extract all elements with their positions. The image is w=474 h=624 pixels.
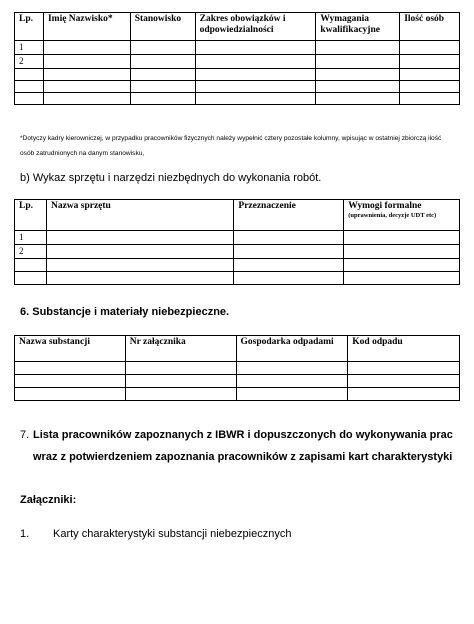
section-7-title: Lista pracowników zapoznanych z IBWR i dopuszczonych do wykonywania prac wraz z potwierdzeniem zapoznania pracowników z zapisami kart charakterystyki — [33, 429, 453, 463]
table-row — [15, 69, 460, 81]
table-row — [15, 41, 460, 55]
column-header: Nazwa sprzętu — [46, 200, 233, 231]
row-number — [15, 81, 44, 93]
column-header: Wymagania kwalifikacyjne — [316, 13, 400, 41]
table-header-row — [15, 336, 460, 362]
column-header: Nazwa substancji — [15, 336, 126, 362]
row-number: 1 — [15, 231, 47, 245]
row-number — [15, 93, 44, 105]
substances-table — [14, 335, 460, 401]
table-row — [15, 388, 460, 401]
equipment-table — [14, 199, 460, 285]
column-header: Zakres obowiązków i odpowiedzialności — [195, 13, 316, 41]
column-header: Gospodarka odpadami — [236, 336, 348, 362]
table-row — [15, 245, 460, 259]
attachment-number: 1. — [20, 528, 30, 540]
column-header: Lp. — [15, 200, 47, 231]
table-row — [15, 81, 460, 93]
table-header-row — [15, 200, 460, 231]
table-row — [15, 362, 460, 375]
row-number: 1 — [15, 41, 44, 55]
section-7-heading — [20, 424, 460, 468]
row-number: 2 — [15, 245, 47, 259]
table-row — [15, 55, 460, 69]
column-header: Ilość osób — [400, 13, 460, 41]
attachments-heading: Załączniki: — [20, 494, 77, 506]
table-row — [15, 93, 460, 105]
staff-table — [14, 12, 460, 105]
section-b-heading: b) Wykaz sprzętu i narzędzi niezbędnych do wykonania robót. — [20, 172, 322, 184]
column-header: Lp. — [15, 13, 44, 41]
table-row — [15, 231, 460, 245]
column-header-note: (uprawnienia, decyzje UDT etc) — [348, 212, 437, 219]
column-header: Przeznaczenie — [234, 200, 344, 231]
attachment-item — [20, 528, 291, 541]
row-number — [15, 272, 47, 285]
column-header: Kod odpadu — [348, 336, 460, 362]
table-row — [15, 272, 460, 285]
column-header: Stanowisko — [130, 13, 195, 41]
attachment-label: Karty charakterystyki substancji niebezpiecznych — [53, 528, 292, 540]
table-row — [15, 375, 460, 388]
table-row — [15, 259, 460, 272]
footnote: *Dotyczy kadry kierowniczej, w przypadku pracowników fizycznych należy wypełnić cztery pozostałe kolumny, wpisując w ostatniej zbiorczą ilość osób zatrudnionych na danym stanowisku, — [20, 135, 442, 157]
column-header — [344, 200, 460, 231]
section-6-heading: 6. Substancje i materiały niebezpieczne. — [20, 306, 230, 318]
row-number — [15, 69, 44, 81]
table-header-row — [15, 13, 460, 41]
row-number: 2 — [15, 55, 44, 69]
column-header: Imię Nazwisko* — [43, 13, 130, 41]
row-number — [15, 259, 47, 272]
column-header-label: Wymogi formalne — [348, 201, 422, 211]
column-header: Nr załącznika — [125, 336, 236, 362]
section-7-number: 7. — [20, 429, 30, 441]
